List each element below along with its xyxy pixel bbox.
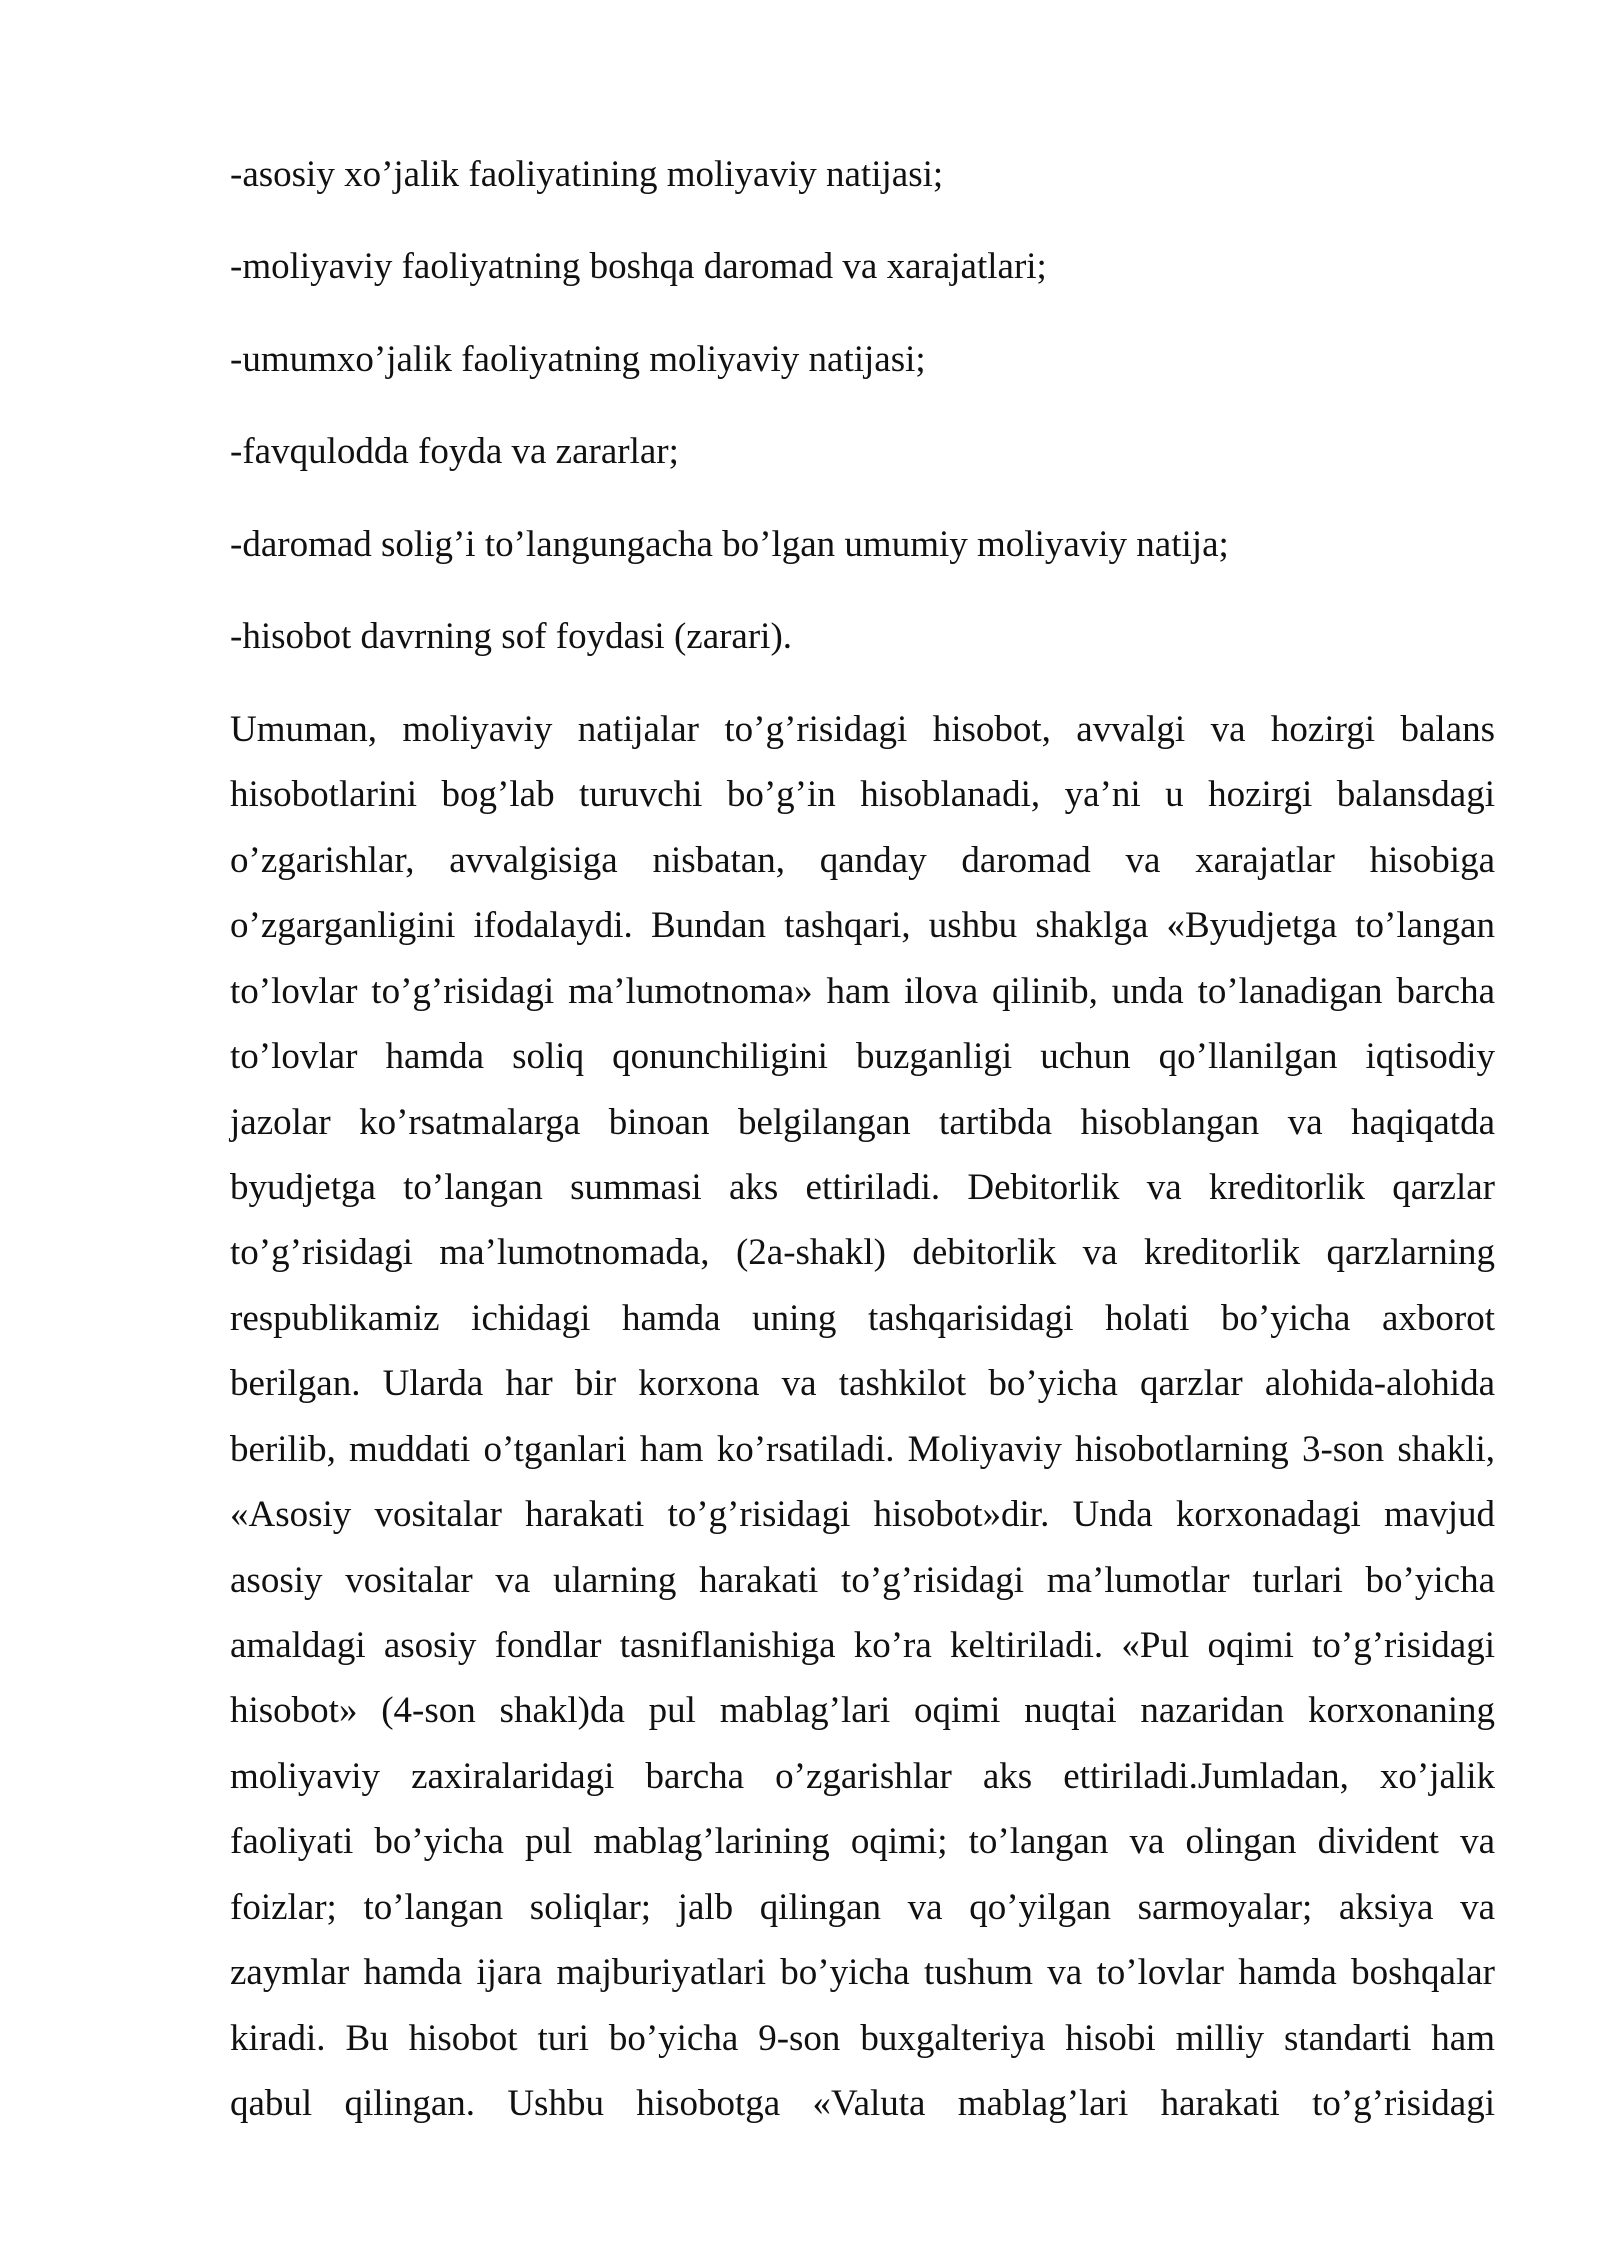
paragraph-line: hisobotlarini bog’lab turuvchi bo’g’in hisoblanadi, ya’ni u hozirgi balansdagi	[230, 774, 1495, 816]
paragraph-line: o’zgarganligini ifodalaydi. Bundan tashqari, ushbu shaklga «Byudjetga to’langan	[230, 905, 1495, 947]
paragraph-line: kiradi. Bu hisobot turi bo’yicha 9-son buxgalteriya hisobi milliy standarti ham	[230, 2017, 1495, 2059]
paragraph-line: jazolar ko’rsatmalarga binoan belgilangan tartibda hisoblangan va haqiqatda	[230, 1101, 1495, 1143]
paragraph-line: asosiy vositalar va ularning harakati to’g’risidagi ma’lumotlar turlari bo’yicha	[230, 1559, 1495, 1601]
paragraph-line: berilib, muddati o’tganlari ham ko’rsatiladi. Moliyaviy hisobotlarning 3-son shakli,	[230, 1428, 1495, 1470]
paragraph-line: to’lovlar to’g’risidagi ma’lumotnoma» ham ilova qilinib, unda to’lanadigan barcha	[230, 970, 1495, 1012]
document-body	[230, 142, 1495, 2137]
paragraph-line: hisobot» (4-son shakl)da pul mablag’lari oqimi nuqtai nazaridan korxonaning	[230, 1690, 1495, 1732]
list-item: -asosiy xo’jalik faoliyatining moliyaviy natijasi;	[230, 154, 944, 195]
paragraph-line: respublikamiz ichidagi hamda uning tashqarisidagi holati bo’yicha axborot	[230, 1297, 1495, 1339]
paragraph-line: foizlar; to’langan soliqlar; jalb qilingan va qo’yilgan sarmoyalar; aksiya va	[230, 1886, 1495, 1928]
report-components-list	[230, 142, 1495, 670]
paragraph-line: moliyaviy zaxiralaridagi barcha o’zgarishlar aks ettiriladi.Jumladan, xo’jalik	[230, 1755, 1495, 1797]
list-item: -daromad solig’i to’langungacha bo’lgan umumiy moliyaviy natija;	[230, 523, 1229, 565]
paragraph-line: faoliyati bo’yicha pul mablag’larining oqimi; to’langan va olingan divident va	[230, 1821, 1495, 1863]
list-item: -favqulodda foyda va zararlar;	[230, 431, 679, 473]
paragraph-line: o’zgarishlar, avvalgisiga nisbatan, qanday daromad va xarajatlar hisobiga	[230, 839, 1495, 881]
paragraph-line: to’lovlar hamda soliq qonunchiligini buzganligi uchun qo’llanilgan iqtisodiy	[230, 1036, 1495, 1078]
paragraph-line: amaldagi asosiy fondlar tasniflanishiga ko’ra keltiriladi. «Pul oqimi to’g’risidagi	[230, 1625, 1495, 1667]
paragraph-line: to’g’risidagi ma’lumotnomada, (2a-shakl) debitorlik va kreditorlik qarzlarning	[230, 1232, 1495, 1274]
paragraph-line: Umuman, moliyaviy natijalar to’g’risidagi hisobot, avvalgi va hozirgi balans	[230, 708, 1495, 750]
paragraph-line: qabul qilingan. Ushbu hisobotga «Valuta mablag’lari harakati to’g’risidagi	[230, 2083, 1495, 2125]
paragraph-line: berilgan. Ularda har bir korxona va tashkilot bo’yicha qarzlar alohida-alohida	[230, 1363, 1495, 1405]
paragraph-line: byudjetga to’langan summasi aks ettiriladi. Debitorlik va kreditorlik qarzlar	[230, 1166, 1495, 1208]
list-item: -umumxo’jalik faoliyatning moliyaviy natijasi;	[230, 338, 926, 380]
paragraph-line: «Asosiy vositalar harakati to’g’risidagi hisobot»dir. Unda korxonadagi mavjud	[230, 1494, 1495, 1536]
list-item: -moliyaviy faoliyatning boshqa daromad va xarajatlari;	[230, 246, 1047, 288]
list-item: -hisobot davrning sof foydasi (zarari).	[230, 616, 793, 658]
body-paragraph	[230, 697, 1495, 2137]
paragraph-line: zaymlar hamda ijara majburiyatlari bo’yicha tushum va to’lovlar hamda boshqalar	[230, 1952, 1495, 1994]
